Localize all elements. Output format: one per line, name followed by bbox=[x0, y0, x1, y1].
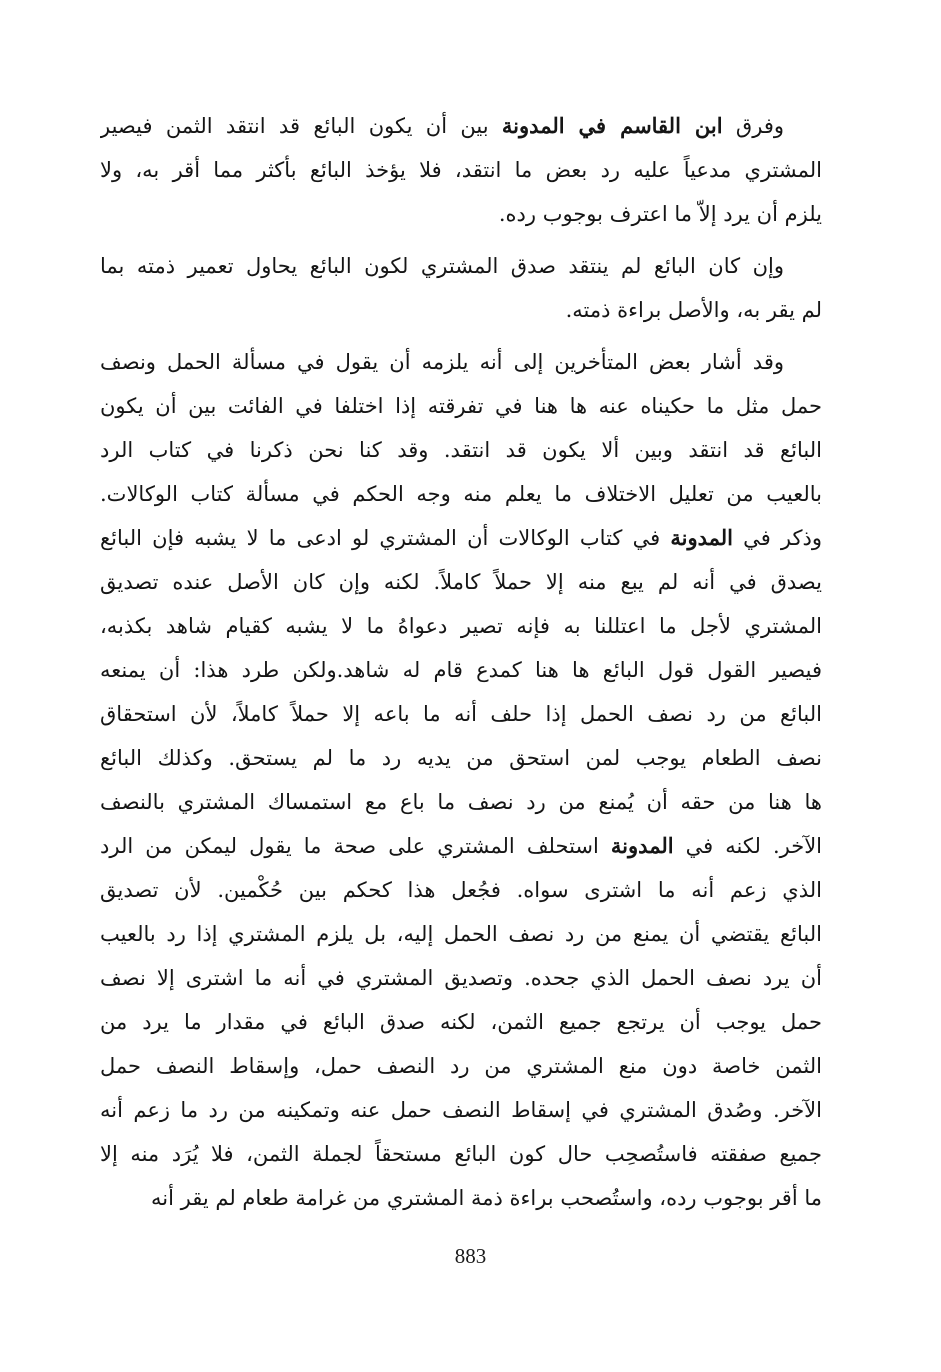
paragraph bbox=[100, 340, 822, 1220]
text-line: وإن كان البائع لم ينتقد صدق المشتري لكون البائع يحاول تعمير ذمته بما bbox=[100, 254, 784, 278]
line-text-segment: بين أن يكون البائع قد انتقد الثمن فيصير bbox=[100, 114, 502, 138]
bold-reference: المدونة bbox=[670, 525, 733, 550]
text-line: بالعيب من تعليل الاختلاف ما يعلم منه وجه الحكم في مسألة كتاب الوكالات. bbox=[100, 482, 822, 506]
text-line: الذي زعم أنه ما اشترى سواه. فجُعل هذا كحكم بين حُكْمين. لأن تصديق bbox=[100, 878, 822, 902]
text-line: المشتري لأجل ما اعتللنا به فإنه تصير دعواهُ ما لا يشبه كقيام شاهد بكذبه، bbox=[100, 614, 822, 638]
page-number: 883 bbox=[454, 1244, 487, 1268]
text-line: البائع يقتضي أن يمنع من رد نصف الحمل إليه، بل يلزم المشتري إذا رد بالعيب bbox=[100, 922, 822, 946]
line-text-segment: استحلف المشتري على صحة ما يقول ليمكن من الرد bbox=[100, 834, 611, 858]
text-line: أن يرد نصف الحمل الذي جحده. وتصديق المشتري في أنه ما اشترى إلا نصف bbox=[100, 966, 822, 990]
line-text-segment: في كتاب الوكالات أن المشتري لو ادعى ما لا يشبه فإن البائع bbox=[100, 526, 671, 550]
text-line bbox=[100, 824, 822, 868]
bold-reference: المدونة bbox=[610, 833, 674, 858]
line-text-segment: وذكر في bbox=[733, 526, 822, 550]
line-text-segment: الآخر. لكنه في bbox=[673, 834, 822, 858]
text-line: الآخر. وصُدق المشتري في إسقاط النصف حمل عنه وتمكينه من رد ما زعم أنه bbox=[100, 1098, 822, 1122]
text-line: يلزم أن يرد إلاّ ما اعترف بوجوب رده. bbox=[498, 202, 822, 226]
text-line: حمل يوجب أن يرتجع جميع الثمن، لكنه صدق البائع في مقدار ما يرد من bbox=[100, 1010, 822, 1034]
text-line: وقد أشار بعض المتأخرين إلى أنه يلزمه أن يقول في مسألة الحمل ونصف bbox=[100, 350, 784, 374]
text-line: الثمن خاصة دون منع المشتري من رد النصف حمل، وإسقاط النصف حمل bbox=[100, 1054, 822, 1078]
text-line: ها هنا من حقه أن يُمنع من رد نصف ما باع مع استمساك المشتري بالنصف bbox=[100, 790, 822, 814]
line-text-segment: وفرق bbox=[722, 114, 784, 138]
text-line: يصدق في أنه لم يبع منه إلا حملاً كاملاً. لكنه وإن كان الأصل عنده تصديق bbox=[100, 570, 822, 594]
body-text bbox=[100, 104, 822, 1220]
bold-reference: ابن القاسم في المدونة bbox=[501, 113, 723, 138]
text-line bbox=[100, 516, 822, 560]
text-line: نصف الطعام يوجب لمن استحق من يديه رد ما لم يستحق. وكذلك البائع bbox=[100, 746, 822, 770]
text-line: لم يقر به، والأصل براءة ذمته. bbox=[565, 298, 822, 322]
text-line: البائع قد انتقد وبين ألا يكون قد انتقد. وقد كنا نحن ذكرنا في كتاب الرد bbox=[100, 438, 822, 462]
text-line: البائع من رد نصف الحمل إذا حلف أنه ما باعه إلا حملاً كاملاً، لأن استحقاق bbox=[100, 702, 822, 726]
text-line: المشتري مدعياً عليه رد بعض ما انتقد، فلا يؤخذ البائع بأكثر مما أقر به، ولا bbox=[100, 158, 822, 182]
text-line: ما أقر بوجوب رده، واستُصحب براءة ذمة المشتري من غرامة طعام لم يقر أنه bbox=[151, 1186, 822, 1210]
text-line: جميع صفقته فاستُصحِب حال كون البائع مستحقاً لجملة الثمن، فلا يُرَد منه إلا bbox=[100, 1142, 822, 1166]
paragraph bbox=[100, 244, 822, 332]
text-line: فيصير القول قول البائع ها هنا كمدع قام له شاهد.ولكن طرد هذا: أن يمنعه bbox=[100, 658, 822, 682]
text-line bbox=[100, 104, 822, 148]
text-line: حمل مثل ما حكيناه عنه ها هنا في تفرقته إذا اختلفا في الفائت بين أن يكون bbox=[100, 394, 822, 418]
paragraph bbox=[100, 104, 822, 236]
